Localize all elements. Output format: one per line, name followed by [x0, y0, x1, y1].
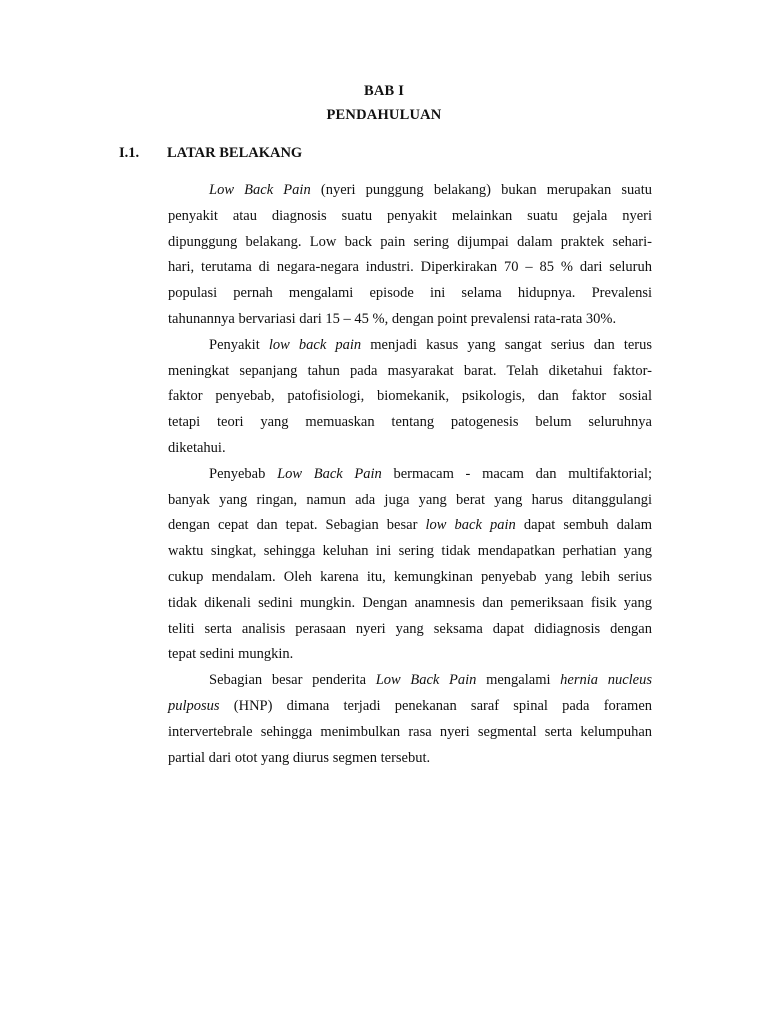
text-line	[168, 668, 652, 694]
paragraph	[168, 333, 652, 462]
text-run: meningkat sepanjang tahun pada masyarakat barat. Telah diketahui faktor-	[168, 362, 652, 379]
text-line	[168, 462, 652, 488]
text-run: tahunannya bervariasi dari 15 – 45 %, dengan point prevalensi rata-rata 30%.	[168, 310, 617, 327]
text-run: dapat sembuh dalam	[515, 517, 653, 534]
text-run: diketahui.	[168, 439, 226, 456]
text-line	[168, 642, 652, 668]
text-run: bermacam - macam dan multifaktorial;	[381, 465, 652, 482]
text-run: penyakit atau diagnosis suatu penyakit melainkan suatu gejala nyeri	[168, 207, 652, 224]
text-line	[168, 359, 652, 385]
text-run: dipunggung belakang. Low back pain sering dijumpai dalam praktek sehari-	[168, 233, 652, 250]
chapter-number: BAB I	[363, 83, 405, 99]
text-line	[168, 436, 652, 462]
section-heading	[119, 145, 302, 162]
text-line	[168, 539, 652, 565]
text-run: waktu singkat, sehingga keluhan ini sering tidak mendapatkan perhatian yang	[168, 543, 652, 560]
text-line	[168, 204, 652, 230]
text-run: banyak yang ringan, namun ada juga yang berat yang harus ditanggulangi	[168, 491, 652, 508]
text-run: faktor penyebab, patofisiologi, biomekanik, psikologis, dan faktor sosial	[168, 388, 652, 405]
text-line	[168, 617, 652, 643]
text-line	[168, 230, 652, 256]
text-run: Penyakit	[209, 336, 269, 353]
paragraph	[168, 178, 652, 333]
text-run: populasi pernah mengalami episode ini selama hidupnya. Prevalensi	[168, 285, 652, 302]
text-run: tidak dikenali sedini mungkin. Dengan anamnesis dan pemeriksaan fisik yang	[168, 594, 652, 611]
text-run: Sebagian besar penderita	[209, 672, 376, 689]
text-line	[168, 565, 652, 591]
text-line	[168, 591, 652, 617]
italic-term: low back pain	[268, 336, 362, 353]
text-run: tetapi teori yang memuaskan tentang patogenesis belum seluruhnya	[168, 414, 652, 431]
text-run: hari, terutama di negara-negara industri. Diperkirakan 70 – 85 % dari seluruh	[168, 259, 652, 276]
italic-term: low back pain	[425, 517, 516, 534]
text-line	[168, 694, 652, 720]
text-line	[168, 720, 652, 746]
italic-term: Low Back Pain	[277, 465, 382, 482]
italic-term: Low Back Pain	[209, 182, 311, 198]
text-run: menjadi kasus yang sangat serius dan terus	[361, 336, 653, 353]
text-run: cukup mendalam. Oleh karena itu, kemungkinan penyebab yang lebih serius	[168, 568, 652, 585]
text-line	[168, 513, 652, 539]
text-line	[168, 255, 652, 281]
text-line	[168, 333, 652, 359]
text-run: dengan cepat dan tepat. Sebagian besar	[168, 517, 426, 534]
body-text	[168, 178, 652, 771]
paragraph	[168, 668, 652, 771]
text-run: intervertebrale sehingga menimbulkan rasa nyeri segmental serta kelumpuhan	[168, 723, 652, 740]
section-title: LATAR BELAKANG	[167, 145, 303, 161]
section-number: I.1.	[119, 145, 140, 161]
text-run: teliti serta analisis perasaan nyeri yang seksama dapat didiagnosis dengan	[168, 620, 652, 637]
italic-term: pulposus	[168, 697, 220, 714]
text-line	[168, 488, 652, 514]
italic-term: Low Back Pain	[375, 672, 477, 689]
paragraph	[168, 462, 652, 668]
text-run: tepat sedini mungkin.	[168, 646, 294, 663]
text-line	[168, 178, 652, 204]
text-run: (nyeri punggung belakang) bukan merupakan suatu	[310, 182, 652, 198]
text-line	[168, 281, 652, 307]
text-line	[168, 384, 652, 410]
text-line	[168, 307, 652, 333]
text-run: Penyebab	[209, 465, 278, 482]
text-run: (HNP) dimana terjadi penekanan saraf spinal pada foramen	[219, 697, 652, 714]
chapter-title: PENDAHULUAN	[326, 107, 442, 123]
text-run: partial dari otot yang diurus segmen tersebut.	[168, 749, 431, 766]
italic-term: hernia nucleus	[560, 672, 652, 689]
text-line	[168, 746, 652, 772]
text-run: mengalami	[476, 672, 561, 689]
text-line	[168, 410, 652, 436]
